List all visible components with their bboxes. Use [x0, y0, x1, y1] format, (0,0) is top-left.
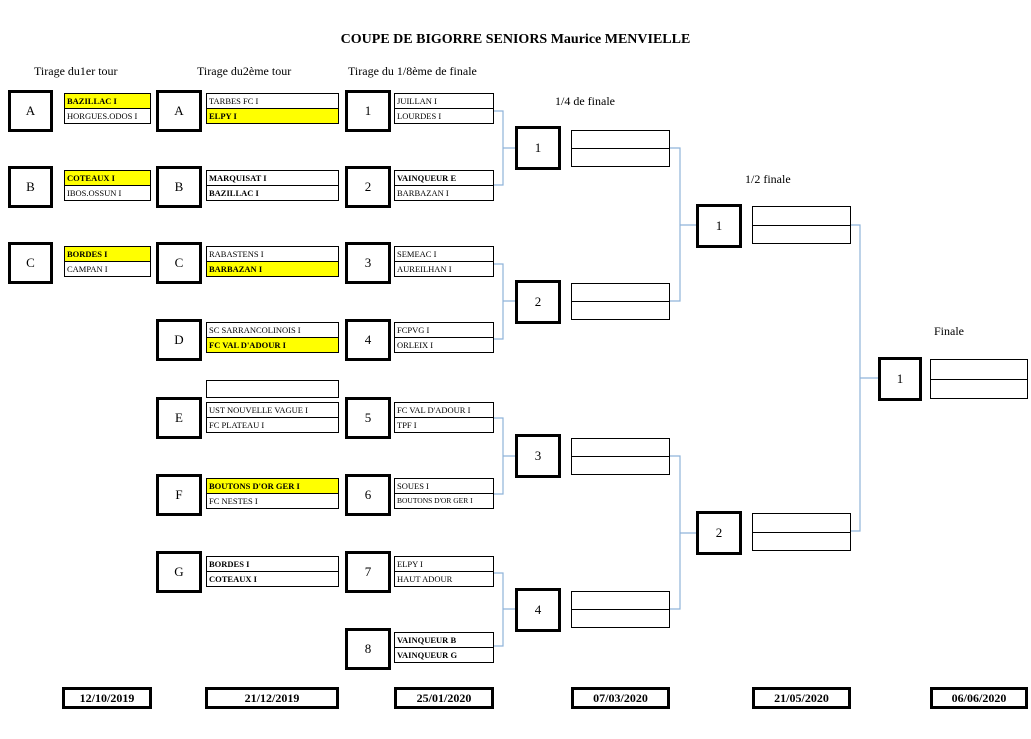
quarter-match-4 — [571, 591, 670, 628]
team-slot: AUREILHAN I — [394, 261, 494, 277]
team-slot: SEMEAC I — [394, 246, 494, 261]
team-slot: ELPY I — [206, 108, 339, 124]
team-slot — [571, 148, 670, 167]
team-slot: FC VAL D'ADOUR I — [394, 402, 494, 417]
round1-match-b-label: B — [8, 166, 53, 208]
quarter-match-3-label: 3 — [515, 434, 561, 478]
final-match — [930, 359, 1028, 399]
date-semi: 21/05/2020 — [752, 687, 851, 709]
team-slot — [571, 283, 670, 301]
round3-match-1-label: 1 — [345, 90, 391, 132]
team-slot — [930, 359, 1028, 379]
round1-match-c — [64, 246, 151, 277]
semi-match-2 — [752, 513, 851, 551]
quarter-match-4-label: 4 — [515, 588, 561, 632]
connector-r16-1-2 — [494, 111, 515, 185]
round2-match-d — [206, 322, 339, 353]
quarter-match-1-label: 1 — [515, 126, 561, 170]
connector-qf-1-2 — [670, 148, 696, 301]
semi-match-1 — [752, 206, 851, 244]
team-slot: ORLEIX I — [394, 337, 494, 353]
team-slot: ELPY I — [394, 556, 494, 571]
round1-match-c-label: C — [8, 242, 53, 284]
team-slot: HAUT ADOUR — [394, 571, 494, 587]
round2-match-g-label: G — [156, 551, 202, 593]
team-slot: COTEAUX I — [64, 170, 151, 185]
team-slot: BORDES I — [206, 556, 339, 571]
date-final: 06/06/2020 — [930, 687, 1028, 709]
team-slot — [571, 438, 670, 456]
team-slot: HORGUES.ODOS I — [64, 108, 151, 124]
round1-header: Tirage du1er tour — [34, 64, 118, 78]
team-slot: TARBES FC I — [206, 93, 339, 108]
team-slot: CAMPAN I — [64, 261, 151, 277]
team-slot: FC PLATEAU I — [206, 417, 339, 433]
round2-match-e — [206, 402, 339, 433]
team-slot: IBOS.OSSUN I — [64, 185, 151, 201]
team-slot: VAINQUEUR B — [394, 632, 494, 647]
team-slot: FC NESTES I — [206, 493, 339, 509]
team-slot — [752, 206, 851, 225]
quarter-header: 1/4 de finale — [555, 94, 615, 108]
round2-match-f — [206, 478, 339, 509]
connector-r16-3-4 — [494, 264, 515, 339]
team-slot — [752, 513, 851, 532]
team-slot: BAZILLAC I — [64, 93, 151, 108]
quarter-match-1 — [571, 130, 670, 167]
round3-match-6 — [394, 478, 494, 509]
team-slot: MARQUISAT I — [206, 170, 339, 185]
round2-match-e-label: E — [156, 397, 202, 439]
team-slot: VAINQUEUR G — [394, 647, 494, 663]
connector-r16-5-6 — [494, 418, 515, 494]
team-slot — [571, 609, 670, 628]
team-slot: BARBAZAN I — [394, 185, 494, 201]
round2-match-f-label: F — [156, 474, 202, 516]
round3-match-6-label: 6 — [345, 474, 391, 516]
team-slot: FCPVG I — [394, 322, 494, 337]
round3-match-5-label: 5 — [345, 397, 391, 439]
semi-match-1-label: 1 — [696, 204, 742, 248]
round2-match-c-label: C — [156, 242, 202, 284]
team-slot: BOUTONS D'OR GER I — [206, 478, 339, 493]
team-slot: JUILLAN I — [394, 93, 494, 108]
round3-match-8 — [394, 632, 494, 663]
quarter-match-2 — [571, 283, 670, 320]
round2-match-a — [206, 93, 339, 124]
round3-match-7 — [394, 556, 494, 587]
date-round3: 25/01/2020 — [394, 687, 494, 709]
team-slot: BOUTONS D'OR GER I — [394, 493, 494, 509]
date-round1: 12/10/2019 — [62, 687, 152, 709]
team-slot: LOURDES I — [394, 108, 494, 124]
team-slot: RABASTENS I — [206, 246, 339, 261]
round2-match-g — [206, 556, 339, 587]
team-slot: VAINQUEUR E — [394, 170, 494, 185]
round2-match-b-label: B — [156, 166, 202, 208]
round2-match-a-label: A — [156, 90, 202, 132]
date-round2: 21/12/2019 — [205, 687, 339, 709]
team-slot — [571, 301, 670, 320]
page-title: COUPE DE BIGORRE SENIORS Maurice MENVIELLE — [340, 32, 691, 47]
round3-match-1 — [394, 93, 494, 124]
connector-qf-3-4 — [670, 456, 696, 609]
round3-match-2 — [394, 170, 494, 201]
connector-r16-7-8 — [494, 573, 515, 646]
round1-match-a-label: A — [8, 90, 53, 132]
final-header: Finale — [934, 324, 964, 338]
team-slot: UST NOUVELLE VAGUE I — [206, 402, 339, 417]
team-slot: TPF I — [394, 417, 494, 433]
round3-match-5 — [394, 402, 494, 433]
semi-match-2-label: 2 — [696, 511, 742, 555]
round3-match-4-label: 4 — [345, 319, 391, 361]
semi-header: 1/2 finale — [745, 172, 791, 186]
team-slot: SOUES I — [394, 478, 494, 493]
round3-match-2-label: 2 — [345, 166, 391, 208]
team-slot: BORDES I — [64, 246, 151, 261]
round2-match-c — [206, 246, 339, 277]
final-match-label: 1 — [878, 357, 922, 401]
team-slot: SC SARRANCOLINOIS I — [206, 322, 339, 337]
quarter-match-3 — [571, 438, 670, 475]
team-slot — [571, 591, 670, 609]
round3-header: Tirage du 1/8ème de finale — [348, 64, 477, 78]
round1-match-b — [64, 170, 151, 201]
team-slot — [571, 130, 670, 148]
team-slot: COTEAUX I — [206, 571, 339, 587]
round2-header: Tirage du2ème tour — [197, 64, 292, 78]
round1-match-a — [64, 93, 151, 124]
round3-match-3 — [394, 246, 494, 277]
round3-match-4 — [394, 322, 494, 353]
team-slot — [752, 225, 851, 244]
team-slot — [571, 456, 670, 475]
quarter-match-2-label: 2 — [515, 280, 561, 324]
team-slot — [930, 379, 1028, 399]
round3-match-7-label: 7 — [345, 551, 391, 593]
round3-match-3-label: 3 — [345, 242, 391, 284]
round2-match-d-label: D — [156, 319, 202, 361]
round2-match-b — [206, 170, 339, 201]
team-slot: BARBAZAN I — [206, 261, 339, 277]
team-slot — [752, 532, 851, 551]
round3-match-8-label: 8 — [345, 628, 391, 670]
team-slot: BAZILLAC I — [206, 185, 339, 201]
team-slot: FC VAL D'ADOUR I — [206, 337, 339, 353]
connector-sf-final — [851, 225, 878, 531]
team-slot-empty — [206, 380, 339, 398]
date-quarter: 07/03/2020 — [571, 687, 670, 709]
